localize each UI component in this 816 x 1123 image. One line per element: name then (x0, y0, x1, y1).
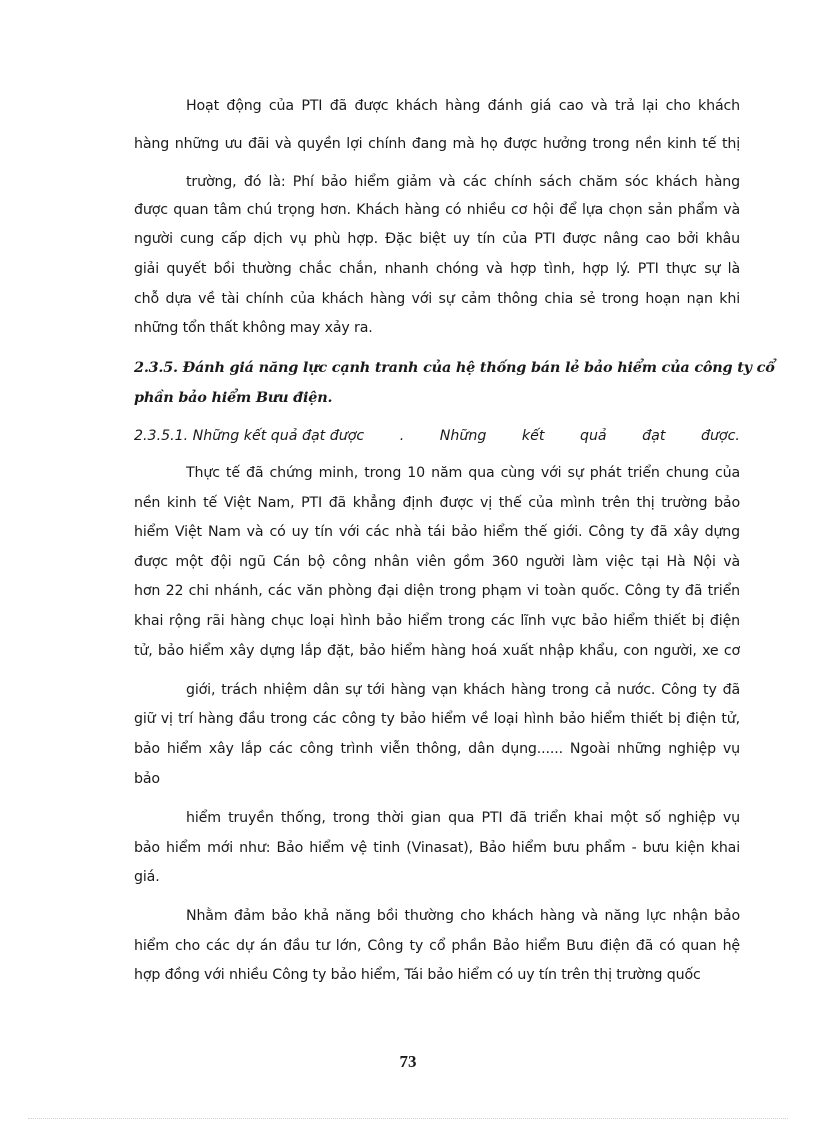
subsection-word: quả (579, 428, 607, 444)
section-heading-continued: phần bảo hiểm Bưu điện. (134, 389, 333, 406)
paragraph-line: những tổn thất không may xảy ra. (134, 320, 373, 336)
paragraph-line: bảo hiểm mới như: Bảo hiểm vệ tinh (Vinasat), Bảo hiểm bưu phẩm - bưu kiện khai (134, 840, 740, 856)
paragraph-line: bảo hiểm xây lắp các công trình viễn thông, dân dụng...... Ngoài những nghiệp vụ (134, 741, 740, 757)
paragraph-line: Hoạt động của PTI đã được khách hàng đánh giá cao và trả lại cho khách (186, 98, 740, 114)
paragraph-line: hiểm Việt Nam và có uy tín với các nhà tái bảo hiểm thế giới. Công ty đã xây dựng (134, 524, 740, 540)
footer-divider (28, 1118, 788, 1119)
paragraph-line: được một đội ngũ Cán bộ công nhân viên gồm 360 người làm việc tại Hà Nội và (134, 554, 740, 570)
paragraph-line: trường, đó là: Phí bảo hiểm giảm và các chính sách chăm sóc khách hàng (186, 174, 740, 190)
paragraph-line: khai rộng rãi hàng chục loại hình bảo hiểm trong các lĩnh vực bảo hiểm thiết bị điện (134, 613, 740, 629)
subsection-title: 2.3.5.1. Những kết quả đạt được (134, 428, 365, 444)
subsection-word: được. (700, 428, 740, 444)
paragraph-line: hơn 22 chi nhánh, các văn phòng đại diện trong phạm vi toàn quốc. Công ty đã triển (134, 583, 740, 599)
paragraph-line: nền kinh tế Việt Nam, PTI đã khẳng định được vị thế của mình trên thị trường bảo (134, 495, 740, 511)
subsection-dot: . (399, 428, 405, 444)
paragraph-line: hiểm cho các dự án đầu tư lớn, Công ty cổ phần Bảo hiểm Bưu điện đã có quan hệ (134, 938, 740, 954)
paragraph-line: hiểm truyền thống, trong thời gian qua PTI đã triển khai một số nghiệp vụ (186, 810, 740, 826)
paragraph-line: bảo (134, 771, 160, 787)
paragraph-line: giải quyết bồi thường chắc chắn, nhanh chóng và hợp tình, hợp lý. PTI thực sự là (134, 261, 740, 277)
section-heading: 2.3.5. Đánh giá năng lực cạnh tranh của hệ thống bán lẻ bảo hiểm của công ty cổ (134, 359, 775, 376)
paragraph-line: giới, trách nhiệm dân sự tới hàng vạn khách hàng trong cả nước. Công ty đã (186, 682, 740, 698)
paragraph-line: giá. (134, 869, 160, 885)
paragraph-line: giữ vị trí hàng đầu trong các công ty bảo hiểm về loại hình bảo hiểm thiết bị điện tử, (134, 711, 740, 727)
subsection-word: Những (439, 428, 487, 444)
subsection-word: đạt (642, 428, 666, 444)
paragraph-line: Thực tế đã chứng minh, trong 10 năm qua cùng với sự phát triển chung của (186, 465, 740, 481)
paragraph-line: được quan tâm chú trọng hơn. Khách hàng có nhiều cơ hội để lựa chọn sản phẩm và (134, 202, 740, 218)
paragraph-line: tử, bảo hiểm xây dựng lắp đặt, bảo hiểm hàng hoá xuất nhập khẩu, con người, xe cơ (134, 643, 740, 659)
paragraph-line: hợp đồng với nhiều Công ty bảo hiểm, Tái bảo hiểm có uy tín trên thị trường quốc (134, 967, 701, 983)
subsection-word: kết (521, 428, 545, 444)
paragraph-line: Nhằm đảm bảo khả năng bồi thường cho khách hàng và năng lực nhận bảo (186, 908, 740, 924)
paragraph-line: chỗ dựa về tài chính của khách hàng với sự cảm thông chia sẻ trong hoạn nạn khi (134, 291, 740, 307)
paragraph-line: hàng những ưu đãi và quyền lợi chính đang mà họ được hưởng trong nền kinh tế thị (134, 136, 740, 152)
subsection-heading (134, 426, 740, 446)
page-number: 73 (399, 1052, 417, 1071)
paragraph-line: người cung cấp dịch vụ phù hợp. Đặc biệt uy tín của PTI được nâng cao bởi khâu (134, 231, 740, 247)
